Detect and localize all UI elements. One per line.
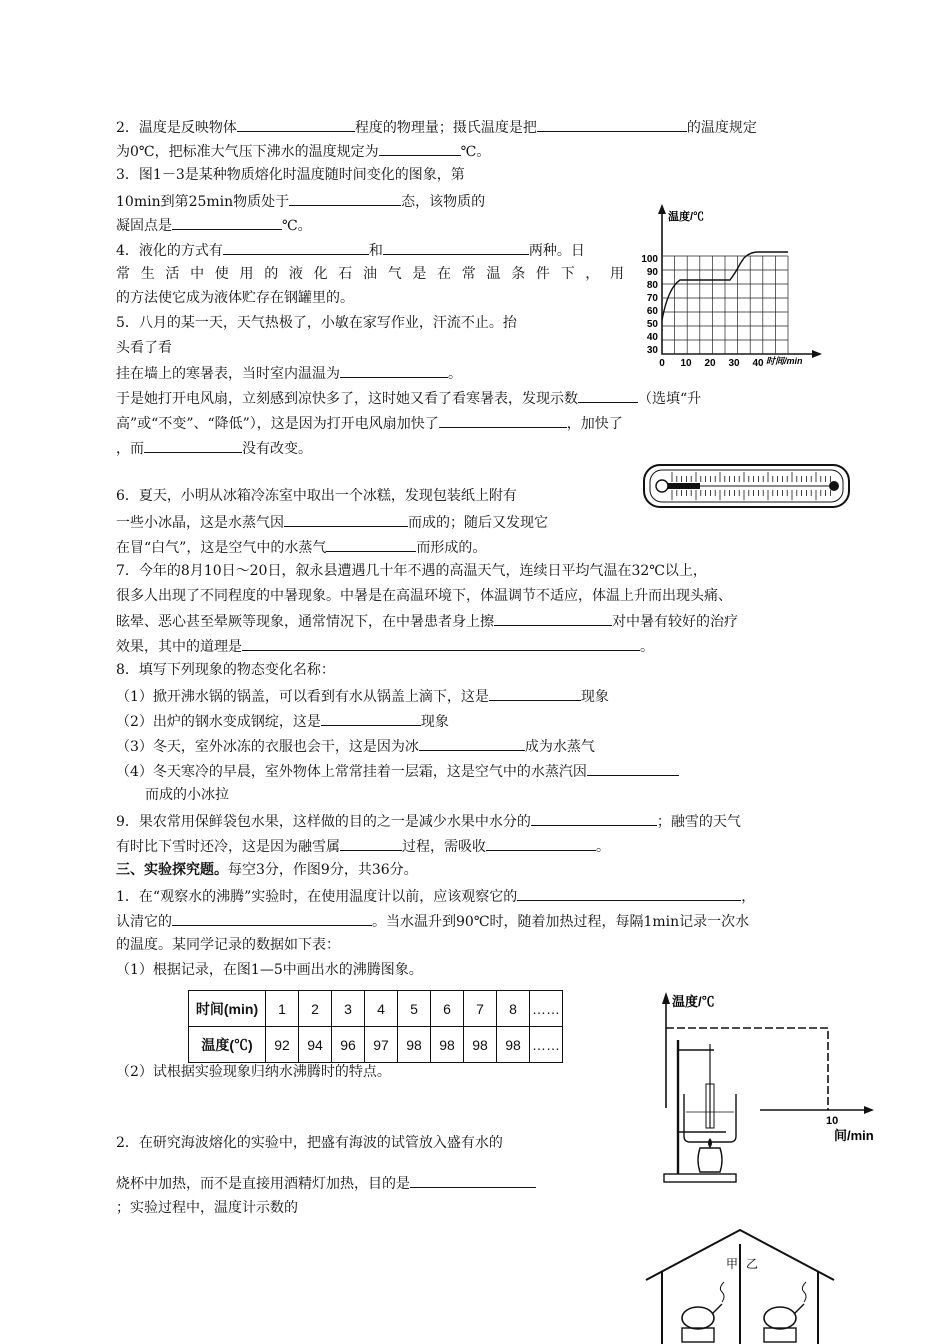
x-tick: 40 — [752, 358, 764, 369]
time-header: 时间(min) — [189, 991, 266, 1027]
q5-line1: 5．八月的某一天，天气热极了，小敏在家写作业，汗流不止。抬 — [116, 315, 517, 331]
q7-line1: 7．今年的8月10日～20日，叙永县遭遇几十年不遇的高温天气，连续日平均气温在32℃以上， — [116, 563, 707, 579]
y-tick: 30 — [646, 345, 658, 356]
thermometer-image — [642, 462, 854, 512]
table-row-temp — [189, 1027, 563, 1063]
q5-line3: 挂在墙上的寒暑表，当时室内温温为 。 — [116, 362, 462, 384]
q3-line3: 凝固点是 ℃。 — [116, 214, 312, 236]
e1-line5: （2）试根据实验现象归纳水沸腾时的特点。 — [116, 1064, 391, 1080]
table-cell: 4 — [365, 991, 398, 1027]
table-cell: 97 — [365, 1027, 398, 1063]
q5-line4: 于是她打开电风扇，立刻感到凉快多了，这时她又看了看寒暑表，发现示数 （选填“升 — [116, 387, 701, 409]
q6-line3: 在冒“白气”，这是空气中的水蒸气 而形成的。 — [116, 536, 486, 558]
q7-line4: 效果，其中的道理是 。 — [116, 635, 654, 657]
q3-blank1[interactable] — [289, 190, 401, 206]
q2-blank2[interactable] — [537, 116, 687, 132]
y-tick: 40 — [646, 332, 658, 343]
y-axis-label: 温度/℃ — [668, 211, 705, 223]
e2-blank1[interactable] — [410, 1172, 536, 1188]
y-tick: 90 — [646, 267, 658, 278]
e2-line1: 2．在研究海波熔化的实验中，把盛有海波的试管放入盛有水的 — [116, 1135, 503, 1151]
e1-line2: 认清它的 。当水温升到90℃时，随着加热过程，每隔1min记录一次水 — [116, 910, 749, 932]
y-tick: 70 — [646, 293, 658, 304]
q5-line6: ，而 没有改变。 — [116, 437, 312, 459]
q4-line1: 4．液化的方式有 和 两种。日 — [116, 239, 585, 261]
graph15-y-label: 温度/℃ — [672, 994, 715, 1009]
x-tick: 20 — [704, 358, 716, 369]
q9-line2: 有时比下雪时还冷，这是因为融雪属 过程，需吸收 。 — [116, 835, 610, 857]
q2-line2: 为0℃，把标准大气压下沸水的温度规定为 ℃。 — [116, 140, 490, 162]
e1-line4: （1）根据记录，在图1—5中画出水的沸腾图象。 — [116, 962, 423, 978]
q8-blank2[interactable] — [321, 710, 421, 726]
y-tick: 100 — [641, 254, 658, 265]
temp-header: 温度(℃) — [189, 1027, 266, 1063]
q8-item4-cont: 而成的小冰拉 — [145, 787, 229, 803]
table-cell: 92 — [266, 1027, 299, 1063]
e2-line2: 烧杯中加热，而不是直接用酒精灯加热，目的是 — [116, 1172, 536, 1194]
table-cell: …… — [530, 991, 563, 1027]
table-cell: 5 — [398, 991, 431, 1027]
e1-blank1[interactable] — [517, 885, 741, 901]
q4-line2: 常生活中使用的液化石油气是在常温条件下，用 — [116, 266, 624, 282]
y-tick: 80 — [646, 280, 658, 291]
q9-blank2[interactable] — [340, 835, 402, 851]
q8-item3: （3）冬天，室外冰冻的衣服也会干，这是因为冰 成为水蒸气 — [116, 735, 595, 757]
q5-blank2[interactable] — [578, 387, 638, 403]
q5-line5: 高”或“不变”、“降低”），这是因为打开电风扇加快了 ，加快了 — [116, 412, 623, 434]
q4-blank1[interactable] — [223, 239, 369, 255]
q5-line2: 头看了看 — [116, 340, 172, 356]
table-cell: 98 — [431, 1027, 464, 1063]
q9-blank3[interactable] — [486, 835, 596, 851]
x-tick: 0 — [659, 358, 665, 369]
y-tick: 50 — [646, 319, 658, 330]
x-tick: 30 — [728, 358, 740, 369]
q8-item1: （1）掀开沸水锅的锅盖，可以看到有水从锅盖上滴下，这是 现象 — [116, 685, 609, 707]
q7-line3: 眩晕、恶心甚至晕厥等现象，通常情况下，在中暑患者身上擦 对中暑有较好的治疗 — [116, 610, 738, 632]
q7-blank2[interactable] — [242, 635, 640, 651]
e1-line1: 1．在“观察水的沸腾”实验时，在使用温度计以前，应该观察它的 ， — [116, 885, 755, 907]
q4-blank2[interactable] — [383, 239, 529, 255]
table-cell: 6 — [431, 991, 464, 1027]
q5-blank3[interactable] — [439, 412, 567, 428]
graph15-x-tick: 10 — [826, 1115, 839, 1127]
q2-line1: 2．温度是反映物体 程度的物理量；摄氏温度是把 的温度规定 — [116, 116, 757, 138]
table-cell: 1 — [266, 991, 299, 1027]
y-tick: 60 — [646, 306, 658, 317]
e1-blank2[interactable] — [172, 910, 372, 926]
q2-blank3[interactable] — [379, 140, 461, 156]
q9-blank1[interactable] — [531, 810, 657, 826]
boiling-apparatus-graph — [640, 988, 880, 1188]
q3-blank2[interactable] — [172, 214, 282, 230]
x-axis-label: 时间/min — [766, 356, 803, 366]
table-cell: 96 — [332, 1027, 365, 1063]
q2-blank1[interactable] — [237, 116, 355, 132]
q8-blank3[interactable] — [419, 735, 525, 751]
q3-line1: 3．图1－3是某种物质熔化时温度随时间变化的图象，第 — [116, 167, 465, 183]
q8-item2: （2）出炉的钢水变成钢绽，这是 现象 — [116, 710, 449, 732]
e2-line3: ；实验过程中，温度计示数的 — [116, 1200, 298, 1216]
table-cell: 3 — [332, 991, 365, 1027]
q4-line3: 的方法使它成为液体贮存在钢罐里的。 — [116, 290, 354, 306]
q6-line1: 6．夏天，小明从冰箱冷冻室中取出一个冰糕，发现包装纸上附有 — [116, 488, 517, 504]
house-kettle-figure — [640, 1224, 840, 1344]
x-tick: 10 — [680, 358, 692, 369]
table-cell: 98 — [497, 1027, 530, 1063]
table-cell: 98 — [398, 1027, 431, 1063]
table-cell: 98 — [464, 1027, 497, 1063]
section3-heading: 三、实验探究题。每空3分，作图9分，共36分。 — [116, 862, 418, 878]
q8-item4: （4）冬天寒冷的早晨，室外物体上常常挂着一层霜，这是空气中的水蒸汽因 — [116, 760, 679, 782]
q8-title: 8．填写下列现象的物态变化名称： — [116, 662, 335, 678]
table-cell: 94 — [299, 1027, 332, 1063]
table-cell: 8 — [497, 991, 530, 1027]
q5-blank1[interactable] — [340, 362, 448, 378]
q8-blank4[interactable] — [587, 760, 679, 776]
label-yi: 乙 — [746, 1257, 759, 1271]
table-cell: …… — [530, 1027, 563, 1063]
q3-line2: 10min到第25min物质处于 态，该物质的 — [116, 190, 485, 212]
table-row-time — [189, 991, 563, 1027]
q9-line1: 9．果农常用保鲜袋包水果，这样做的目的之一是减少水果中水分的 ；融雪的天气 — [116, 810, 741, 832]
e1-line3: 的温度。某同学记录的数据如下表： — [116, 937, 340, 953]
q8-blank1[interactable] — [489, 685, 581, 701]
q7-line2: 很多人出现了不同程度的中暑现象。中暑是在高温环境下，体温调节不适应，体温上升而出现头痛、 — [116, 588, 732, 604]
q6-blank1[interactable] — [284, 511, 408, 527]
record-table — [188, 990, 563, 1063]
melting-graph — [640, 200, 830, 370]
q6-blank2[interactable] — [326, 536, 416, 552]
q7-blank1[interactable] — [494, 610, 612, 626]
graph15-x-label: 间/min — [834, 1128, 874, 1143]
q6-line2: 一些小冰晶，这是水蒸气因 而成的；随后又发现它 — [116, 511, 548, 533]
q5-blank4[interactable] — [144, 437, 242, 453]
table-cell: 2 — [299, 991, 332, 1027]
label-jia: 甲 — [726, 1257, 739, 1271]
table-cell: 7 — [464, 991, 497, 1027]
